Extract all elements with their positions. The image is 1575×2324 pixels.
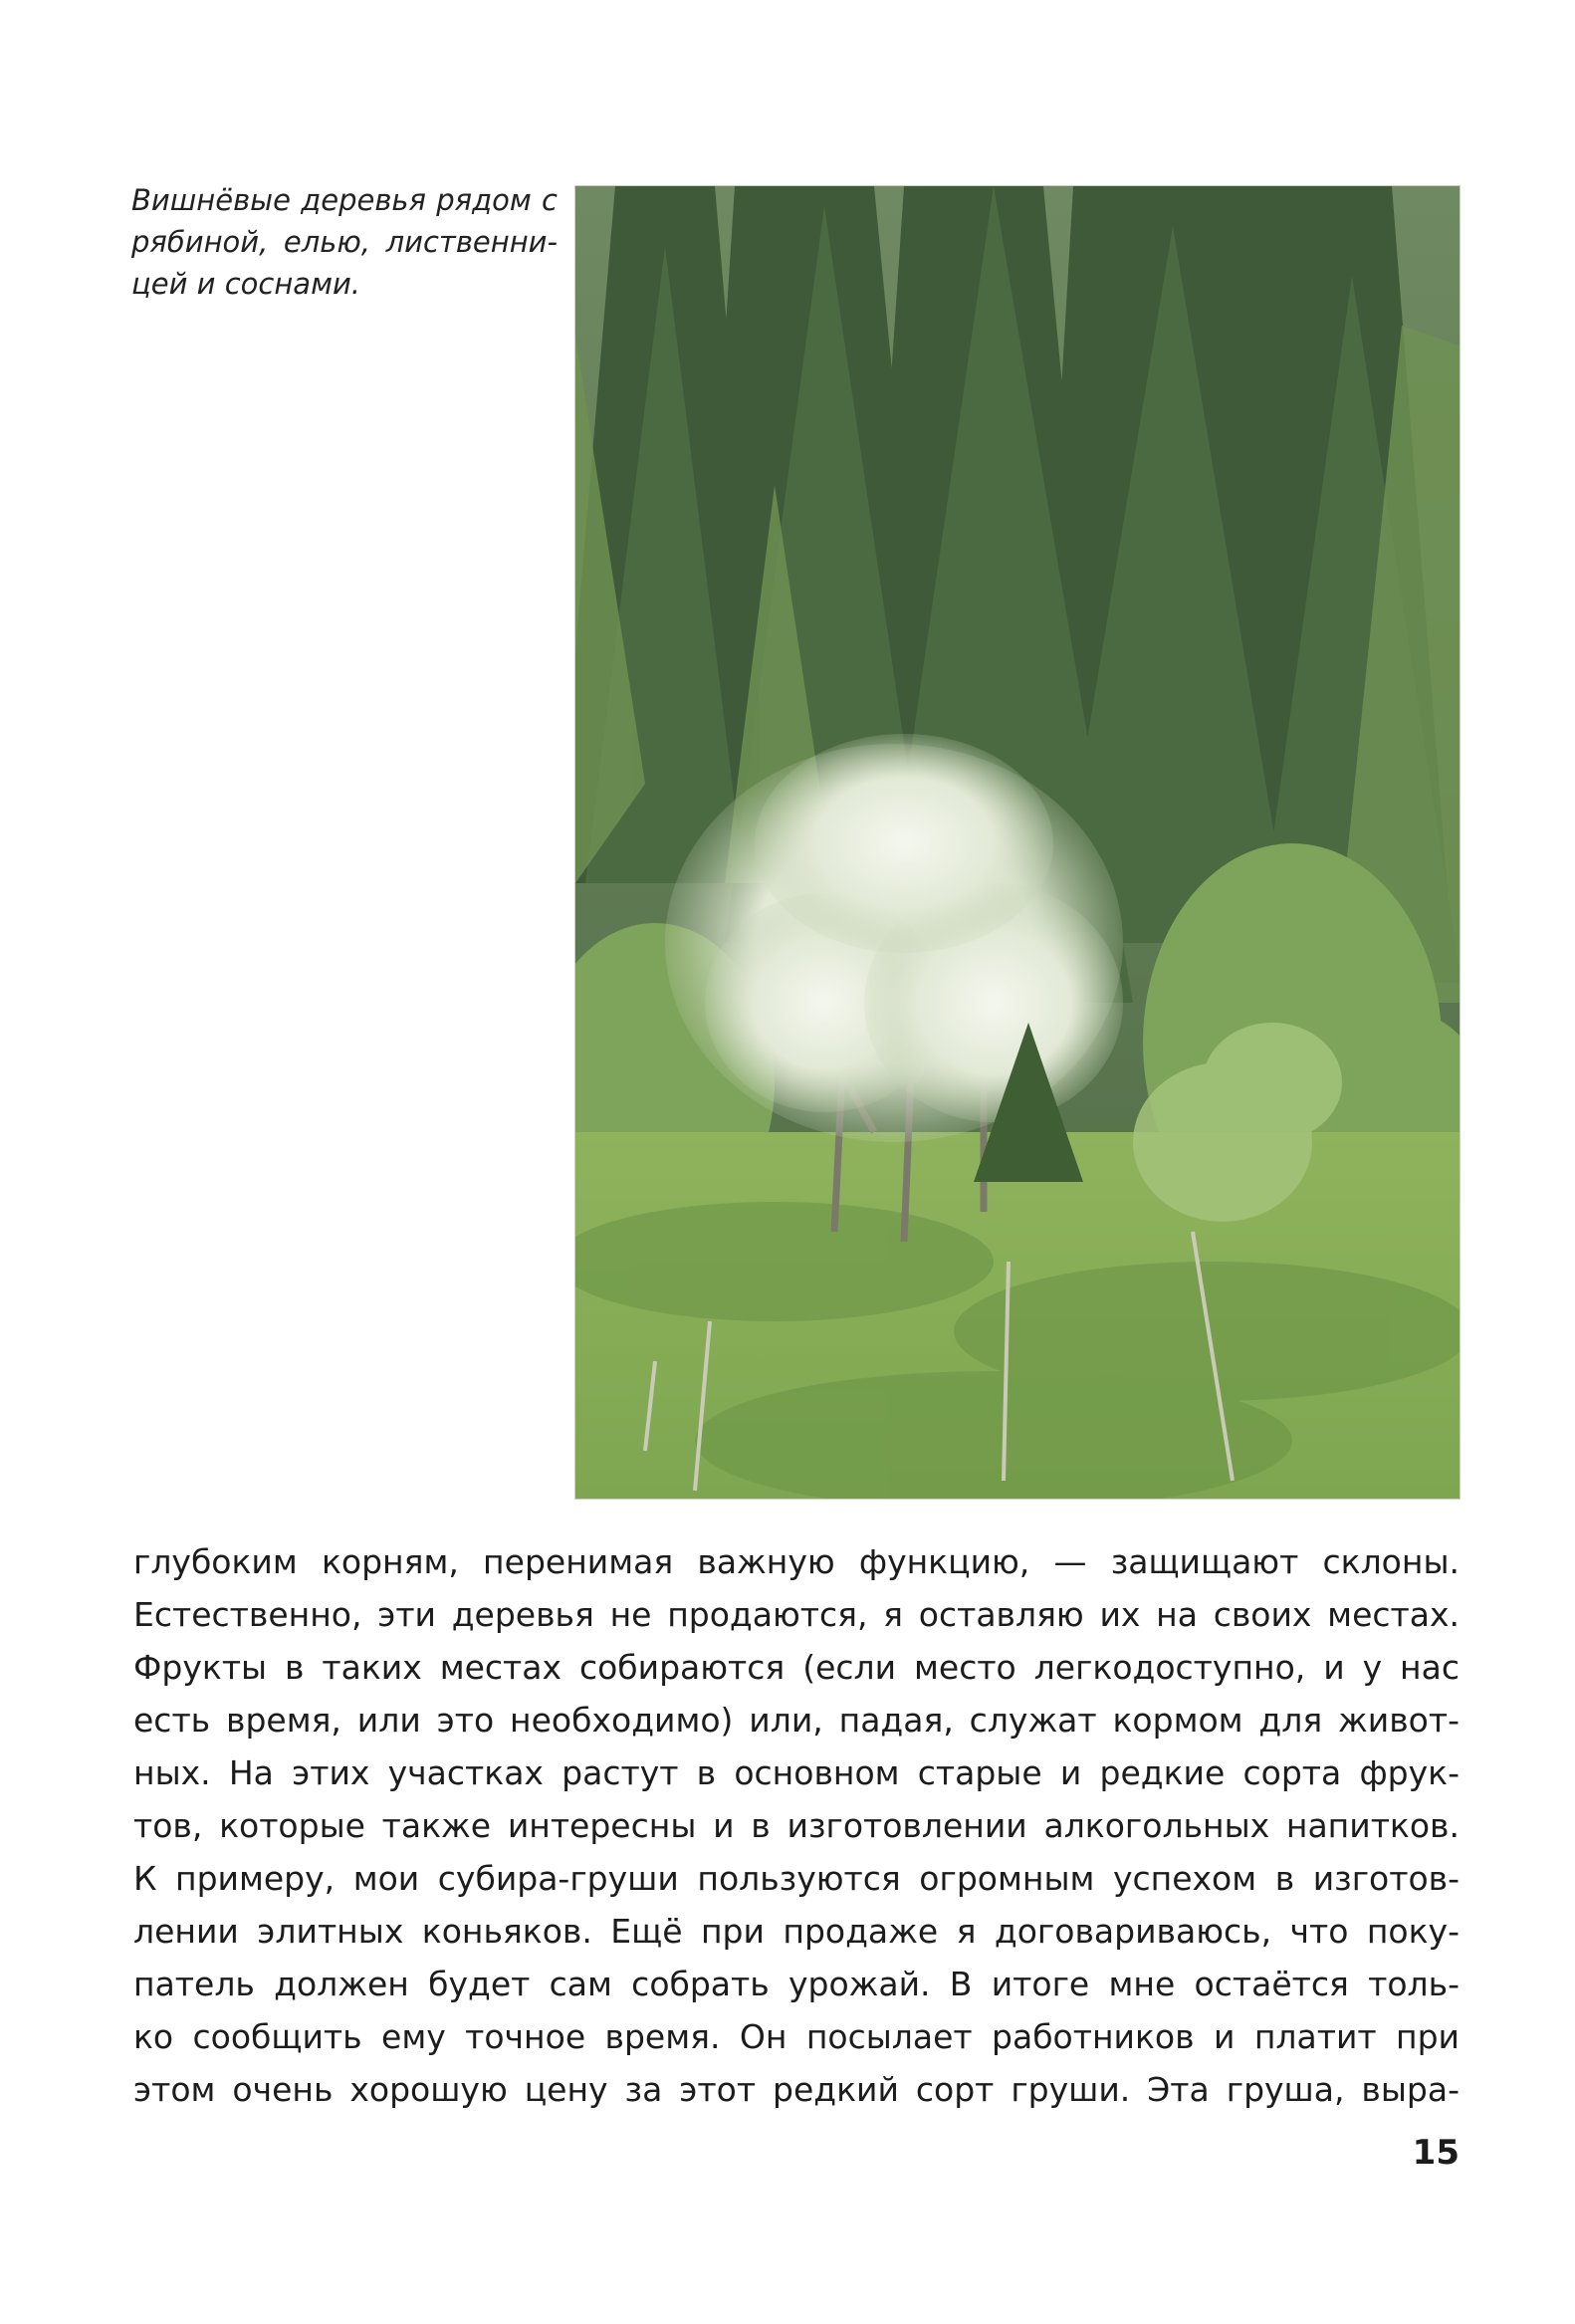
body-paragraph (133, 1535, 1460, 2116)
body-line: ных. На этих участках растут в основном старые и редкие сорта фрук- (133, 1753, 1460, 1792)
body-line: ко сообщить ему точное время. Он посылает работников и платит при (133, 2017, 1460, 2056)
body-line: этом очень хорошую цену за этот редкий сорт груши. Эта груша, выра- (133, 2070, 1460, 2109)
forest-photo-icon (575, 186, 1460, 1499)
body-line: Естественно, эти деревья не продаются, я оставляю их на своих местах. (133, 1595, 1460, 1634)
caption-line: Вишнёвые деревья рядом с (131, 183, 558, 217)
body-line: есть время, или это необходимо) или, падая, служат кормом для живот- (133, 1701, 1460, 1740)
page-number: 15 (1412, 2133, 1460, 2173)
body-line: патель должен будет сам собрать урожай. В итоге мне остаётся толь- (133, 1965, 1460, 2003)
body-line: Фрукты в таких местах собираются (если место легкодоступно, и у нас (133, 1648, 1460, 1687)
body-line: тов, которые также интересны и в изготовлении алкогольных напитков. (133, 1806, 1460, 1845)
caption-line: цей и соснами. (131, 267, 361, 301)
caption-line: рябиной, елью, лиственни- (131, 225, 558, 259)
body-line: глубоким корням, перенимая важную функцию, — защищают склоны. (133, 1542, 1460, 1581)
forest-photo (574, 185, 1461, 1500)
figure-caption (131, 179, 558, 305)
body-line: К примеру, мои субира-груши пользуются огромным успехом в изготов- (133, 1859, 1460, 1898)
body-line: лении элитных коньяков. Ещё при продаже я договариваюсь, что поку- (133, 1912, 1460, 1951)
